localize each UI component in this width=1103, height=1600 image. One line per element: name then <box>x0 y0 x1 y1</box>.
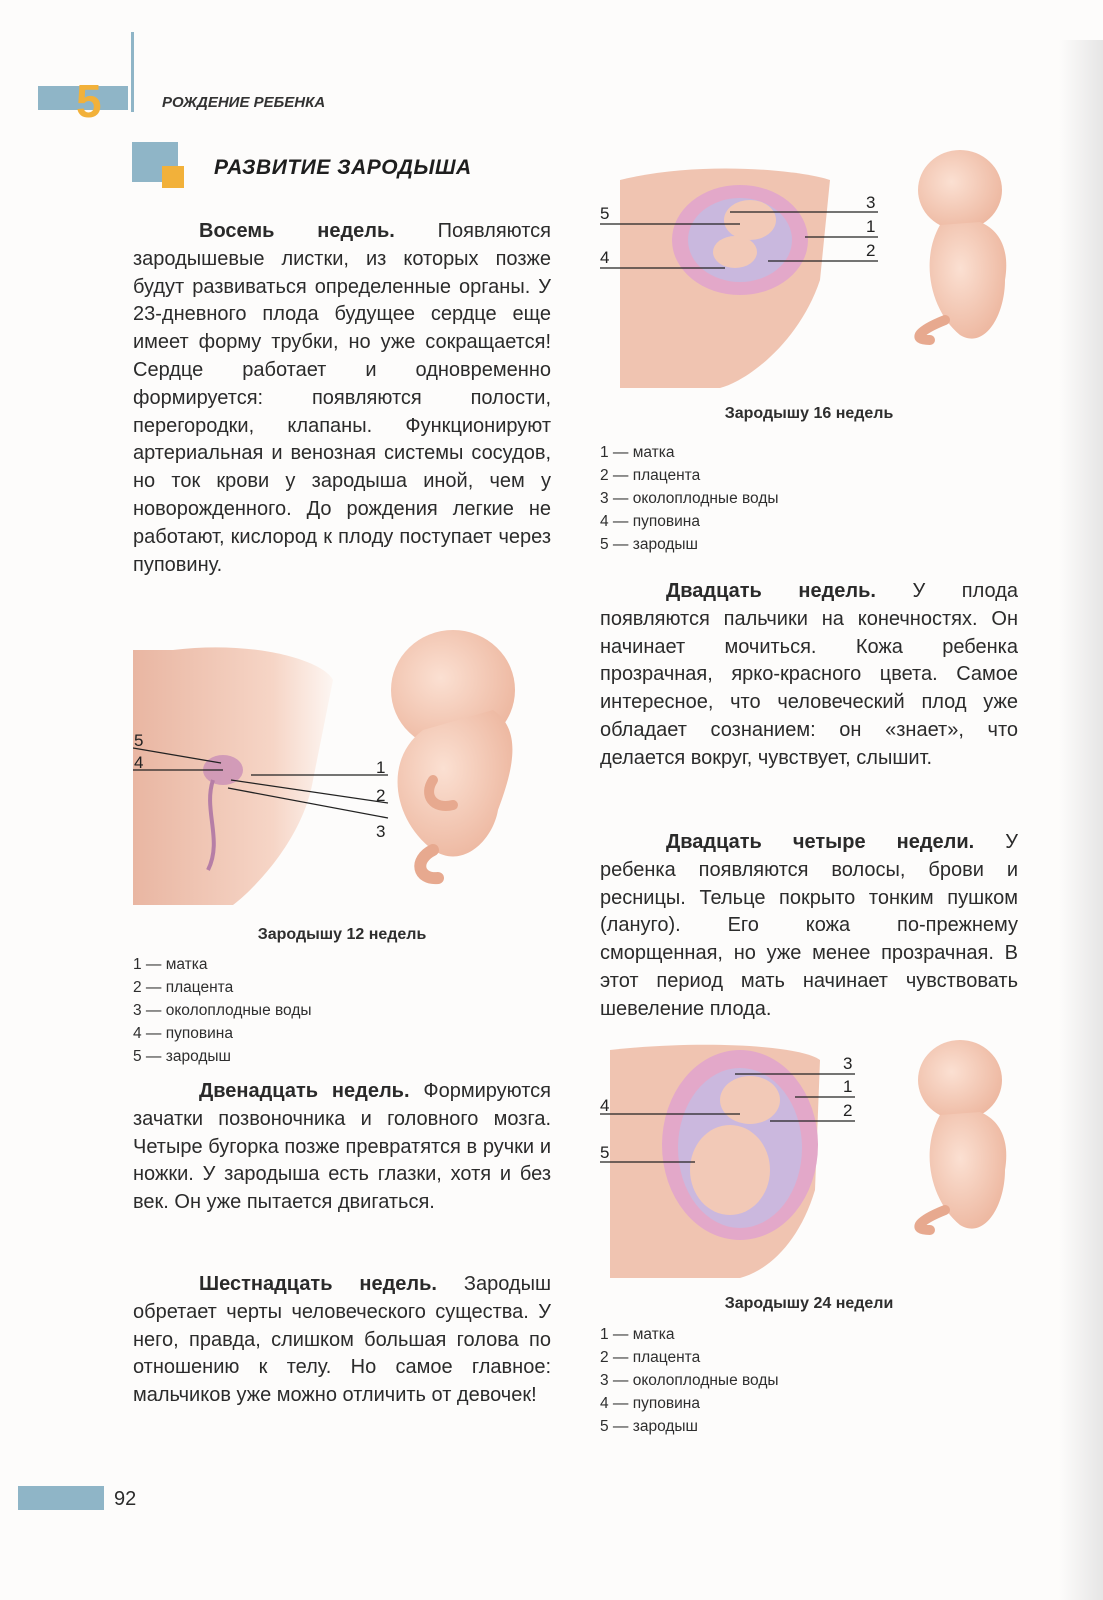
section-title: РАЗВИТИЕ ЗАРОДЫША <box>214 156 472 179</box>
fetus-leg <box>919 320 945 340</box>
figure-12-weeks <box>133 620 573 910</box>
figure-label: 1 <box>376 758 386 777</box>
paragraph-heading: Двадцать недель. <box>666 580 876 602</box>
figure-label: 5 <box>600 204 610 223</box>
chapter-divider <box>131 32 134 112</box>
legend-item: 5 — зародыш <box>133 1048 231 1065</box>
legend-item: 4 — пуповина <box>600 1395 700 1412</box>
paragraph-heading: Двадцать четыре недели. <box>666 831 975 853</box>
paragraph-text: Зародыш обретает черты человеческого существа. У него, правда, слишком большая голова по отношению к телу. Но самое главное: мальчиков уже можно отличить от девочек! <box>133 1273 551 1407</box>
chapter-title: РОЖДЕНИЕ РЕБЕНКА <box>162 94 326 111</box>
legend-item: 3 — околоплодные воды <box>133 1002 312 1019</box>
figure-label: 1 <box>843 1077 853 1096</box>
paragraph-text: Формируются зачатки позвоночника и головного мозга. Четыре бугорка позже превратятся в ручки и ножки. У зародыша есть глазки, хотя и без век. Он уже пытается двигаться. <box>133 1080 552 1214</box>
figure-legend <box>600 441 779 556</box>
legend-item: 2 — плацента <box>600 1349 701 1366</box>
paragraph-heading: Шестнадцать недель. <box>199 1273 437 1295</box>
legend-item: 4 — пуповина <box>133 1025 233 1042</box>
figure-label: 3 <box>843 1054 853 1073</box>
legend-item: 1 — матка <box>600 444 675 461</box>
figure-16-weeks <box>600 140 1040 390</box>
legend-item: 4 — пуповина <box>600 513 700 530</box>
figure-label: 2 <box>376 786 386 805</box>
figure-24-weeks <box>600 1030 1040 1280</box>
fetus-head <box>720 1076 780 1124</box>
figure-label: 5 <box>600 1143 610 1162</box>
paragraph-text: Появляются зародышевые листки, из которых позже будут развиваться определенные органы. У 23-дневного плода будущее сердце еще имеет форму трубки, но уже сокращается! Сердце работает и одновременно формируется: появляются полости, перегородки, клапаны. Функционируют артериальная и венозная системы сосудов, но ток крови у зародыша иной, чем у новорожденного. До рождения легкие не работают, кислород к плоду поступает через пуповину. <box>133 220 551 576</box>
paragraph-heading: Двенадцать недель. <box>199 1080 410 1102</box>
figure-caption: Зародышу 16 недель <box>724 405 894 422</box>
chapter-number: 5 <box>76 75 102 127</box>
paragraph-twenty-four-weeks <box>600 829 1018 1024</box>
fetus-body <box>713 236 757 268</box>
paragraph-eight-weeks <box>133 218 551 579</box>
figure-label: 4 <box>600 248 610 267</box>
legend-item: 1 — матка <box>133 956 208 973</box>
legend-item: 2 — плацента <box>133 979 234 996</box>
legend-item: 5 — зародыш <box>600 536 698 553</box>
figure-caption: Зародышу 12 недель <box>257 926 427 943</box>
fetus-leg <box>919 1210 945 1230</box>
paragraph-heading: Восемь недель. <box>199 220 395 242</box>
fetus-head <box>918 150 1002 230</box>
figure-label: 2 <box>866 241 876 260</box>
legend-item: 5 — зародыш <box>600 1418 698 1435</box>
section-marker-accent <box>162 166 184 188</box>
paragraph-twenty-weeks <box>600 578 1018 773</box>
figure-label: 1 <box>866 217 876 236</box>
legend-item: 1 — матка <box>600 1326 675 1343</box>
figure-label: 3 <box>376 822 386 841</box>
legend-item: 3 — околоплодные воды <box>600 1372 779 1389</box>
page-number-bar <box>18 1486 104 1510</box>
fetus-head <box>724 200 776 240</box>
page-edge-shadow <box>1059 40 1103 1600</box>
paragraph-text: У плода появляются пальчики на конечностях. Он начинает мочиться. Кожа ребенка прозрачная, ярко-красного цвета. Самое интересное, что человеческий плод уже обладает сознанием: он «знает», что делается вокруг, чувствует, слышит. <box>600 580 1019 769</box>
paragraph-text: У ребенка появляются волосы, брови и ресницы. Тельце покрыто тонким пушком (лануго). Его кожа по-прежнему сморщенная, но уже менее прозрачная. В этот период мать начинает чувствовать шевеление плода. <box>600 831 1018 1020</box>
figure-legend <box>133 953 312 1068</box>
fetus-head <box>918 1040 1002 1120</box>
figure-label: 4 <box>134 753 144 772</box>
figure-label: 5 <box>134 731 144 750</box>
paragraph-twelve-weeks <box>133 1078 551 1217</box>
paragraph-sixteen-weeks <box>133 1271 551 1410</box>
figure-legend <box>600 1323 779 1438</box>
fetus-body <box>690 1125 770 1215</box>
legend-item: 3 — околоплодные воды <box>600 490 779 507</box>
figure-label: 3 <box>866 193 876 212</box>
figure-label: 2 <box>843 1101 853 1120</box>
figure-caption: Зародышу 24 недели <box>724 1295 894 1312</box>
figure-label: 4 <box>600 1096 610 1115</box>
embryo-leg <box>420 850 438 878</box>
page-number: 92 <box>114 1488 137 1510</box>
legend-item: 2 — плацента <box>600 467 701 484</box>
